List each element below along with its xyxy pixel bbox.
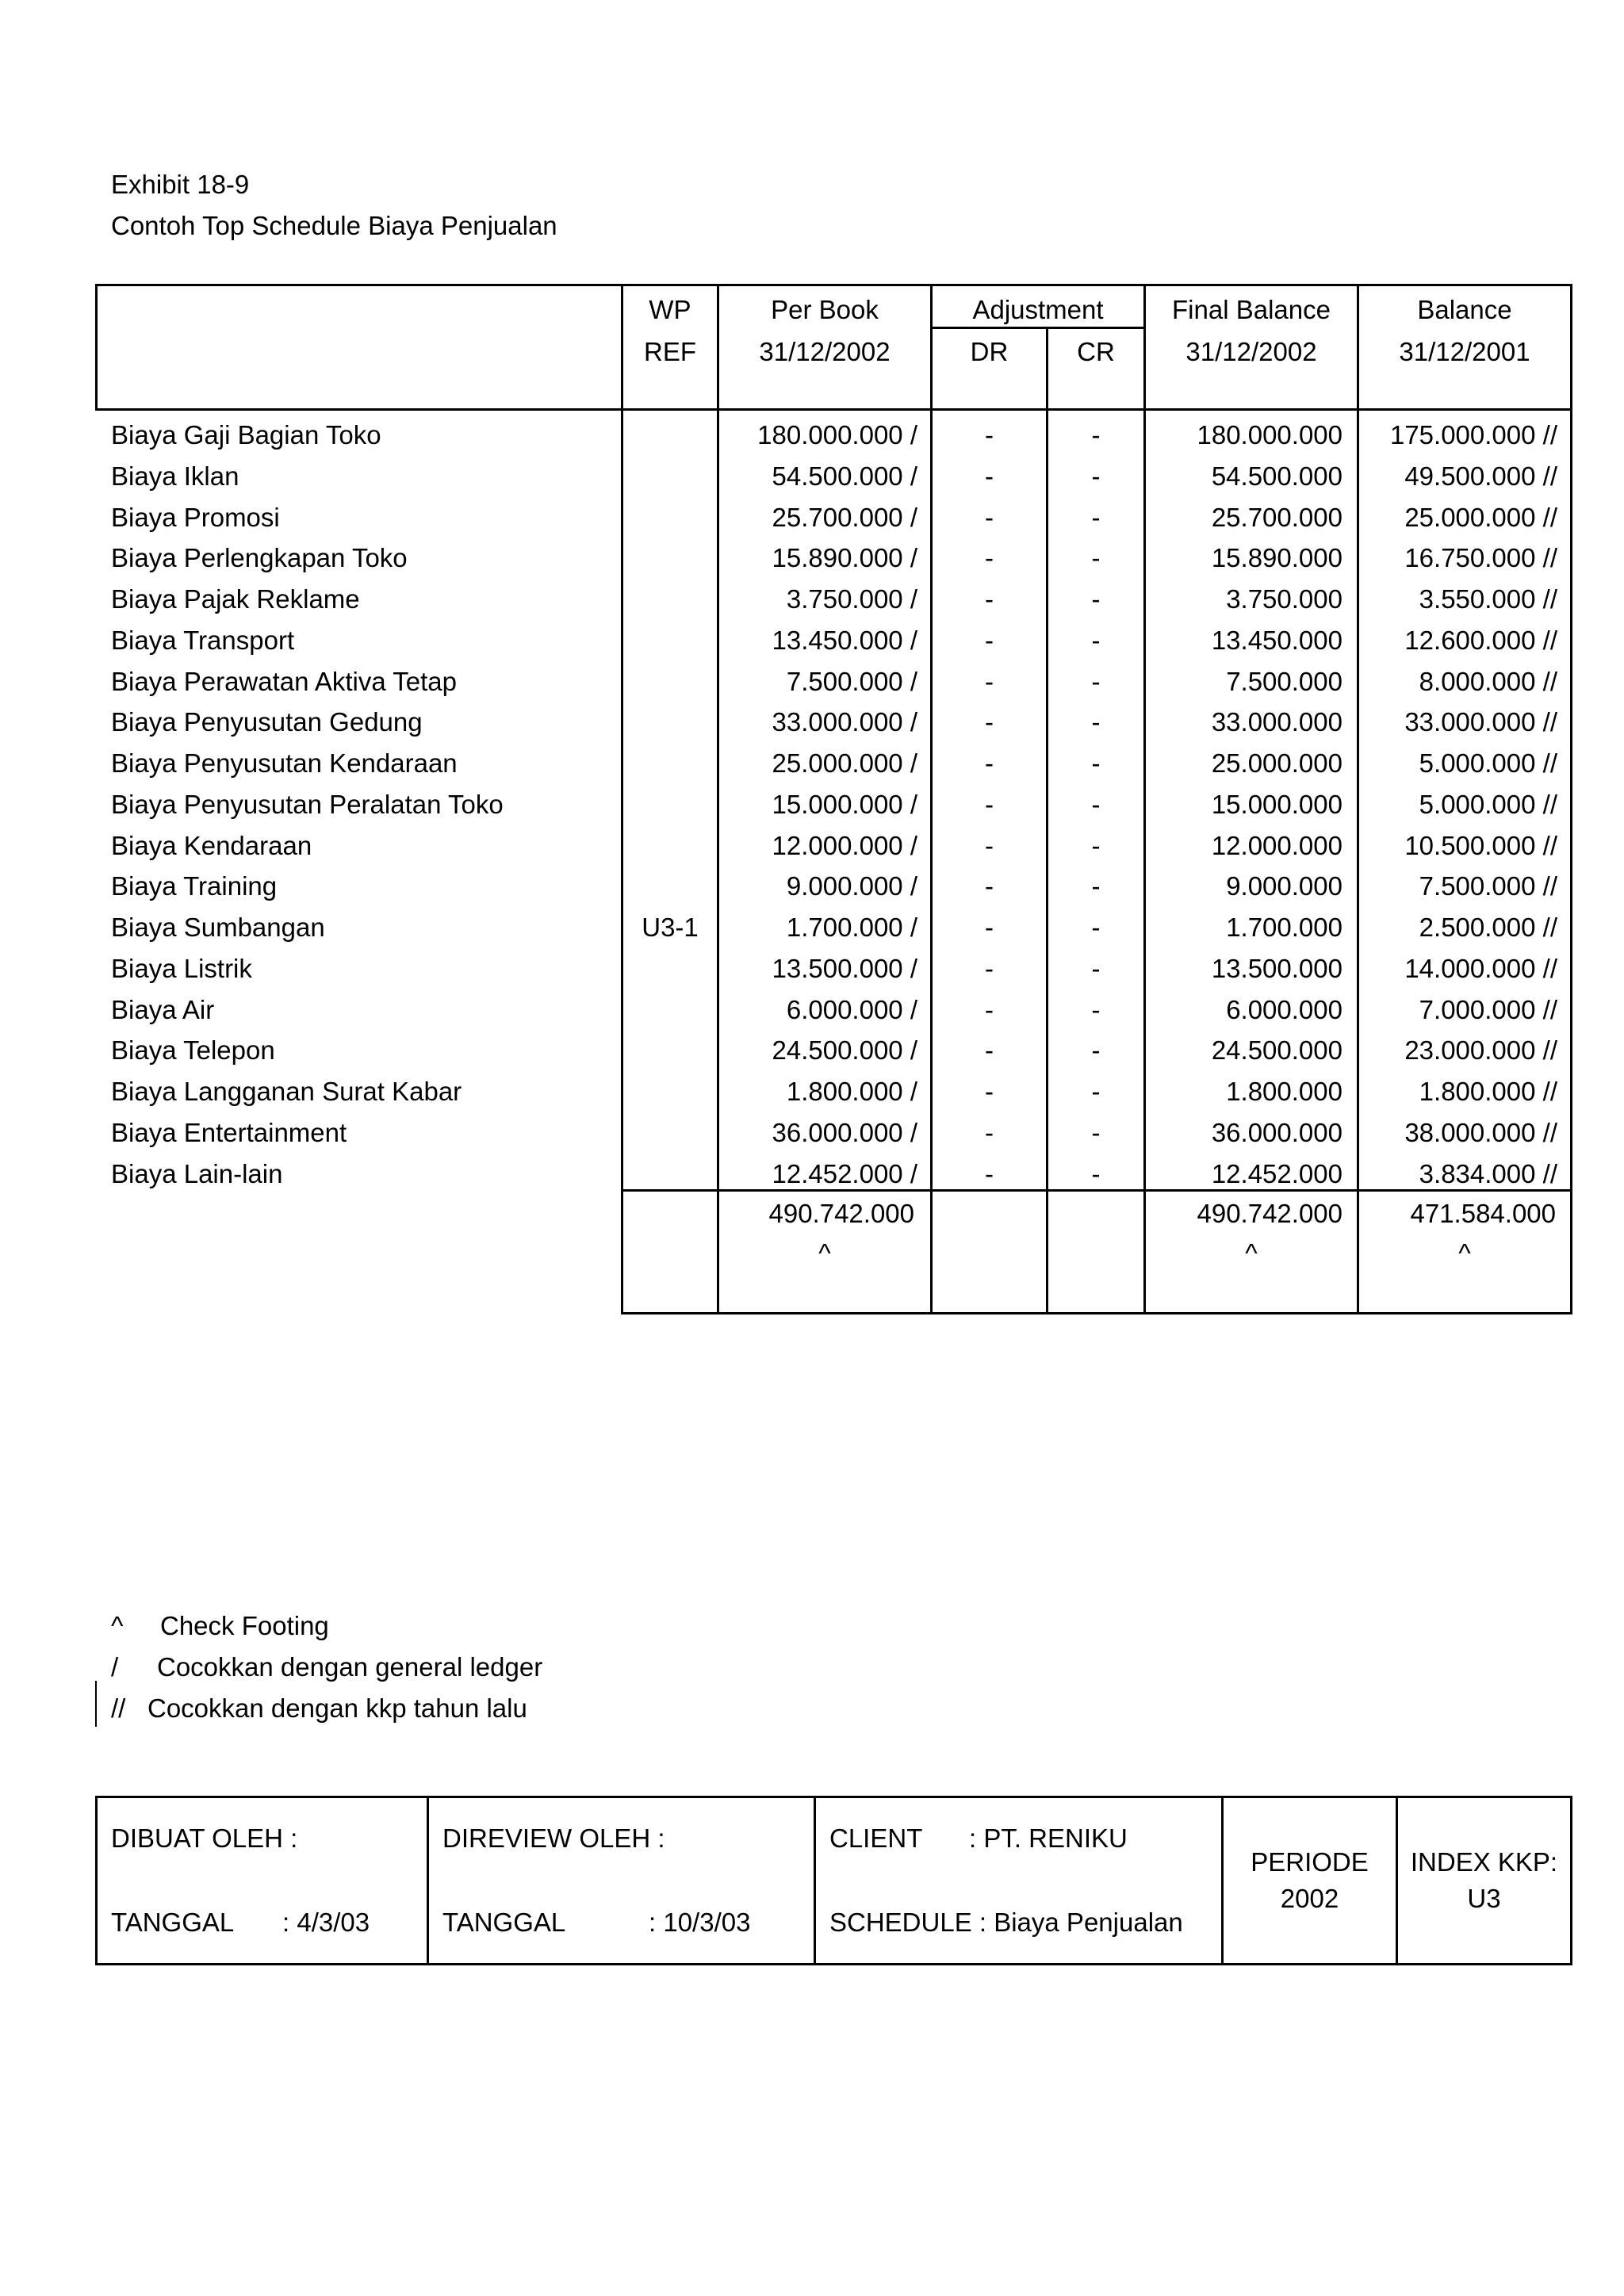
- total-prev: 471.584.000: [1410, 1199, 1556, 1228]
- row-adjustment-dr: -: [985, 954, 994, 983]
- row-prev-balance: 25.000.000 //: [1404, 503, 1557, 532]
- row-adjustment-dr: -: [985, 667, 994, 696]
- row-adjustment-dr: -: [985, 995, 994, 1024]
- row-perbook-value: 12.000.000 /: [772, 831, 917, 860]
- footer-sep-3: [1221, 1796, 1224, 1965]
- row-prev-balance: 33.000.000 //: [1404, 707, 1557, 737]
- footer-sep-4: [1396, 1796, 1398, 1965]
- table-top-border: [95, 284, 1572, 286]
- check-mark-perbook: ^: [818, 1238, 831, 1268]
- row-final-balance: 6.000.000: [1226, 995, 1342, 1024]
- row-prev-balance: 175.000.000 //: [1389, 420, 1557, 450]
- schedule-label: SCHEDULE : Biaya Penjualan: [829, 1908, 1183, 1937]
- row-account-name: Biaya Perlengkapan Toko: [111, 543, 408, 572]
- row-adjustment-cr: -: [1091, 954, 1101, 983]
- row-prev-balance: 1.800.000 //: [1419, 1077, 1557, 1106]
- header-final-date: 31/12/2002: [1185, 337, 1317, 366]
- legend-symbol: /: [111, 1652, 119, 1682]
- row-prev-balance: 12.600.000 //: [1404, 626, 1557, 655]
- footer-bottom-border: [95, 1963, 1572, 1965]
- row-final-balance: 33.000.000: [1211, 707, 1342, 737]
- row-adjustment-dr: -: [985, 871, 994, 901]
- header-perbook-date: 31/12/2002: [759, 337, 891, 366]
- row-perbook-value: 15.890.000 /: [772, 543, 917, 572]
- row-perbook-value: 1.700.000 /: [786, 913, 917, 942]
- row-final-balance: 13.500.000: [1211, 954, 1342, 983]
- row-perbook-value: 1.800.000 /: [786, 1077, 917, 1106]
- row-final-balance: 12.000.000: [1211, 831, 1342, 860]
- row-final-balance: 3.750.000: [1226, 584, 1342, 614]
- header-ref: REF: [644, 337, 696, 366]
- row-final-balance: 15.000.000: [1211, 790, 1342, 819]
- row-adjustment-dr: -: [985, 1118, 994, 1147]
- row-adjustment-cr: -: [1091, 543, 1101, 572]
- row-final-balance: 25.700.000: [1211, 503, 1342, 532]
- row-prev-balance: 38.000.000 //: [1404, 1118, 1557, 1147]
- wp-ref-value: U3-1: [642, 913, 699, 942]
- table-bottom-border: [621, 1312, 1572, 1314]
- row-adjustment-cr: -: [1091, 667, 1101, 696]
- header-final-balance: Final Balance: [1172, 295, 1331, 324]
- tanggal-dibuat-value: : 4/3/03: [282, 1908, 370, 1937]
- header-bottom-border: [95, 408, 1572, 411]
- row-account-name: Biaya Pajak Reklame: [111, 584, 360, 614]
- periode-label: PERIODE: [1251, 1847, 1369, 1877]
- row-final-balance: 1.800.000: [1226, 1077, 1342, 1106]
- row-adjustment-dr: -: [985, 420, 994, 450]
- row-account-name: Biaya Promosi: [111, 503, 280, 532]
- row-prev-balance: 23.000.000 //: [1404, 1035, 1557, 1065]
- row-prev-balance: 7.500.000 //: [1419, 871, 1557, 901]
- row-adjustment-cr: -: [1091, 1077, 1101, 1106]
- tanggal-review-label: TANGGAL: [442, 1908, 566, 1937]
- row-final-balance: 9.000.000: [1226, 871, 1342, 901]
- row-perbook-value: 13.450.000 /: [772, 626, 917, 655]
- row-account-name: Biaya Training: [111, 871, 278, 901]
- row-perbook-value: 12.452.000 /: [772, 1159, 917, 1188]
- index-kkp-label: INDEX KKP:: [1410, 1847, 1558, 1877]
- row-adjustment-cr: -: [1091, 584, 1101, 614]
- row-account-name: Biaya Lain-lain: [111, 1159, 283, 1188]
- row-prev-balance: 3.834.000 //: [1419, 1159, 1557, 1188]
- legend-text: Cocokkan dengan general ledger: [157, 1652, 543, 1682]
- row-final-balance: 24.500.000: [1211, 1035, 1342, 1065]
- row-adjustment-cr: -: [1091, 420, 1101, 450]
- header-perbook: Per Book: [771, 295, 879, 324]
- left-border: [95, 284, 98, 411]
- row-adjustment-dr: -: [985, 707, 994, 737]
- row-adjustment-cr: -: [1091, 831, 1101, 860]
- row-final-balance: 13.450.000: [1211, 626, 1342, 655]
- header-cr: CR: [1077, 337, 1115, 366]
- row-final-balance: 7.500.000: [1226, 667, 1342, 696]
- exhibit-title: Contoh Top Schedule Biaya Penjualan: [111, 211, 557, 240]
- row-account-name: Biaya Penyusutan Peralatan Toko: [111, 790, 504, 819]
- row-adjustment-dr: -: [985, 1077, 994, 1106]
- row-account-name: Biaya Penyusutan Gedung: [111, 707, 423, 737]
- right-border: [1570, 284, 1572, 1314]
- row-perbook-value: 25.700.000 /: [772, 503, 917, 532]
- row-adjustment-cr: -: [1091, 913, 1101, 942]
- footer-left-border: [95, 1796, 98, 1965]
- row-perbook-value: 9.000.000 /: [786, 871, 917, 901]
- row-perbook-value: 15.000.000 /: [772, 790, 917, 819]
- exhibit-number: Exhibit 18-9: [111, 170, 250, 199]
- row-perbook-value: 24.500.000 /: [772, 1035, 917, 1065]
- row-final-balance: 36.000.000: [1211, 1118, 1342, 1147]
- row-account-name: Biaya Iklan: [111, 461, 239, 491]
- row-perbook-value: 180.000.000 /: [757, 420, 917, 450]
- row-account-name: Biaya Sumbangan: [111, 913, 325, 942]
- periode-value: 2002: [1280, 1884, 1339, 1913]
- row-prev-balance: 2.500.000 //: [1419, 913, 1557, 942]
- row-adjustment-cr: -: [1091, 748, 1101, 778]
- row-prev-balance: 5.000.000 //: [1419, 790, 1557, 819]
- row-perbook-value: 33.000.000 /: [772, 707, 917, 737]
- row-account-name: Biaya Gaji Bagian Toko: [111, 420, 381, 450]
- total-final: 490.742.000: [1197, 1199, 1342, 1228]
- row-perbook-value: 3.750.000 /: [786, 584, 917, 614]
- row-final-balance: 54.500.000: [1211, 461, 1342, 491]
- legend-symbol: //: [111, 1693, 126, 1723]
- row-adjustment-cr: -: [1091, 461, 1101, 491]
- row-adjustment-cr: -: [1091, 790, 1101, 819]
- legend-margin-mark: [95, 1681, 97, 1727]
- header-dr: DR: [970, 337, 1009, 366]
- total-perbook: 490.742.000: [768, 1199, 914, 1228]
- row-account-name: Biaya Transport: [111, 626, 295, 655]
- legend-kkp-tahun-lalu: [111, 1695, 527, 1721]
- row-perbook-value: 54.500.000 /: [772, 461, 917, 491]
- header-balance: Balance: [1417, 295, 1512, 324]
- row-prev-balance: 14.000.000 //: [1404, 954, 1557, 983]
- row-adjustment-dr: -: [985, 503, 994, 532]
- row-perbook-value: 13.500.000 /: [772, 954, 917, 983]
- dibuat-oleh-label: DIBUAT OLEH :: [111, 1823, 298, 1853]
- row-account-name: Biaya Telepon: [111, 1035, 275, 1065]
- adjustment-subline: [930, 327, 1144, 329]
- header-balance-date: 31/12/2001: [1399, 337, 1530, 366]
- footer-right-border: [1570, 1796, 1572, 1965]
- row-adjustment-cr: -: [1091, 503, 1101, 532]
- row-account-name: Biaya Kendaraan: [111, 831, 312, 860]
- row-account-name: Biaya Perawatan Aktiva Tetap: [111, 667, 457, 696]
- client-label: CLIENT: [829, 1823, 923, 1853]
- footer-sep-1: [427, 1796, 429, 1965]
- legend-general-ledger: [111, 1654, 542, 1680]
- row-prev-balance: 3.550.000 //: [1419, 584, 1557, 614]
- row-adjustment-dr: -: [985, 831, 994, 860]
- tanggal-dibuat-label: TANGGAL: [111, 1908, 235, 1937]
- row-prev-balance: 5.000.000 //: [1419, 748, 1557, 778]
- row-account-name: Biaya Air: [111, 995, 215, 1024]
- row-adjustment-dr: -: [985, 1035, 994, 1065]
- row-prev-balance: 16.750.000 //: [1404, 543, 1557, 572]
- direview-oleh-label: DIREVIEW OLEH :: [442, 1823, 665, 1853]
- check-mark-prev: ^: [1458, 1238, 1471, 1268]
- row-final-balance: 25.000.000: [1211, 748, 1342, 778]
- row-adjustment-dr: -: [985, 461, 994, 491]
- header-wp: WP: [649, 295, 691, 324]
- row-perbook-value: 6.000.000 /: [786, 995, 917, 1024]
- row-prev-balance: 49.500.000 //: [1404, 461, 1557, 491]
- legend-text: Check Footing: [160, 1611, 329, 1640]
- row-prev-balance: 7.000.000 //: [1419, 995, 1557, 1024]
- row-prev-balance: 10.500.000 //: [1404, 831, 1557, 860]
- row-account-name: Biaya Entertainment: [111, 1118, 347, 1147]
- row-account-name: Biaya Listrik: [111, 954, 252, 983]
- totals-top-border: [621, 1189, 1572, 1192]
- row-adjustment-cr: -: [1091, 871, 1101, 901]
- row-perbook-value: 36.000.000 /: [772, 1118, 917, 1147]
- legend-symbol: ^: [111, 1611, 124, 1640]
- row-account-name: Biaya Penyusutan Kendaraan: [111, 748, 458, 778]
- row-adjustment-dr: -: [985, 584, 994, 614]
- row-adjustment-cr: -: [1091, 1159, 1101, 1188]
- row-adjustment-dr: -: [985, 626, 994, 655]
- row-adjustment-dr: -: [985, 1159, 994, 1188]
- tanggal-review-value: : 10/3/03: [649, 1908, 751, 1937]
- row-adjustment-cr: -: [1091, 626, 1101, 655]
- client-value: : PT. RENIKU: [969, 1823, 1128, 1853]
- row-account-name: Biaya Langganan Surat Kabar: [111, 1077, 462, 1106]
- legend-text: Cocokkan dengan kkp tahun lalu: [147, 1693, 527, 1723]
- row-adjustment-dr: -: [985, 913, 994, 942]
- row-final-balance: 1.700.000: [1226, 913, 1342, 942]
- row-final-balance: 180.000.000: [1197, 420, 1342, 450]
- footer-sep-2: [814, 1796, 816, 1965]
- legend-check-footing: [111, 1613, 329, 1639]
- row-final-balance: 15.890.000: [1211, 543, 1342, 572]
- header-adjustment: Adjustment: [972, 295, 1104, 324]
- row-perbook-value: 7.500.000 /: [786, 667, 917, 696]
- check-mark-final: ^: [1245, 1238, 1258, 1268]
- row-adjustment-cr: -: [1091, 995, 1101, 1024]
- row-adjustment-dr: -: [985, 543, 994, 572]
- row-adjustment-cr: -: [1091, 1118, 1101, 1147]
- row-prev-balance: 8.000.000 //: [1419, 667, 1557, 696]
- row-adjustment-dr: -: [985, 748, 994, 778]
- index-kkp-value: U3: [1467, 1884, 1501, 1913]
- col-sep-wp: [621, 284, 623, 1314]
- row-adjustment-cr: -: [1091, 1035, 1101, 1065]
- row-adjustment-cr: -: [1091, 707, 1101, 737]
- footer-top-border: [95, 1796, 1572, 1798]
- row-final-balance: 12.452.000: [1211, 1159, 1342, 1188]
- row-adjustment-dr: -: [985, 790, 994, 819]
- row-perbook-value: 25.000.000 /: [772, 748, 917, 778]
